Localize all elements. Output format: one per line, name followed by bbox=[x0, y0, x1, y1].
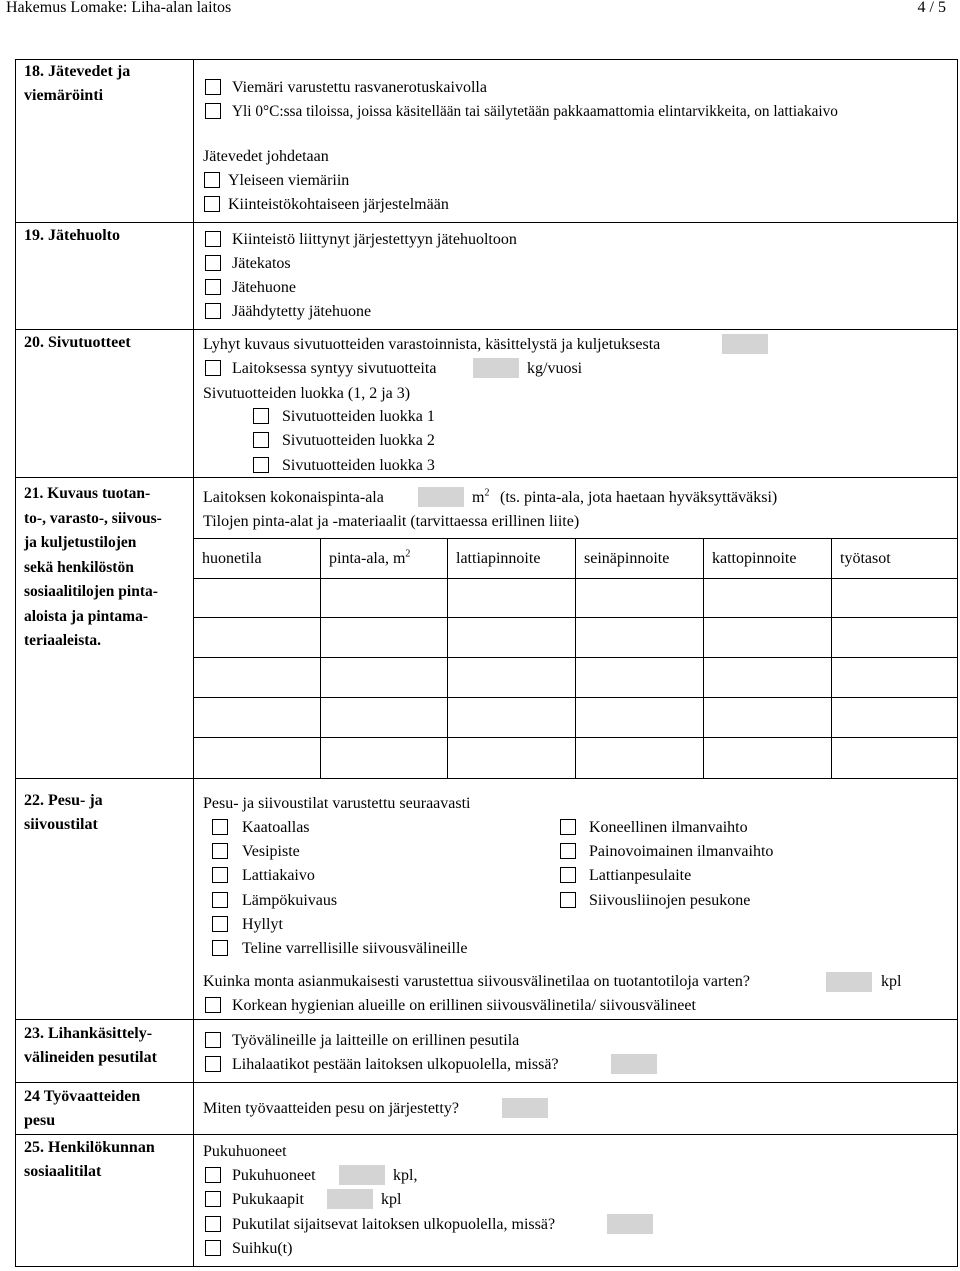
option-high-hygiene-cleaning: Korkean hygienian alueille on erillinen siivousvälinetila/ siivousvälineet bbox=[232, 997, 696, 1014]
option-grease-separator: Viemäri varustettu rasvanerotuskaivolla bbox=[232, 79, 487, 96]
cleaning-rooms-question: Kuinka monta asianmukaisesti varustettua siivousvälinetilaa on tuotantotiloja varten? bbox=[203, 973, 750, 990]
section-20-label: 20. Sivutuotteet bbox=[24, 334, 131, 351]
option-changing-outside: Pukutilat sijaitsevat laitoksen ulkopuolella, missä? bbox=[232, 1216, 556, 1233]
checkbox-mechanical-ventilation[interactable] bbox=[560, 819, 576, 835]
option-showers: Suihku(t) bbox=[232, 1240, 293, 1257]
option-mechanical-ventilation: Koneellinen ilmanvaihto bbox=[589, 819, 748, 836]
option-gravity-ventilation: Painovoimainen ilmanvaihto bbox=[589, 843, 774, 860]
section-23-label: 23. Lihankäsittely- välineiden pesutilat bbox=[24, 1025, 157, 1066]
option-public-sewer: Yleiseen viemäriin bbox=[228, 172, 350, 189]
row-divider bbox=[15, 1019, 958, 1020]
col-header-area: pinta-ala, $m^2$ bbox=[329, 548, 411, 567]
checkbox-byproduct-class-3[interactable] bbox=[253, 457, 269, 473]
section-19-label: 19. Jätehuolto bbox=[24, 227, 120, 244]
option-tool-rack: Teline varrellisille siivousvälineille bbox=[242, 940, 468, 957]
option-sink: Kaatoallas bbox=[242, 819, 310, 836]
option-heat-drying: Lämpökuivaus bbox=[242, 892, 338, 909]
option-byproduct-class-2: Sivutuotteiden luokka 2 bbox=[282, 432, 435, 449]
cleaning-rooms-count-field[interactable] bbox=[826, 972, 872, 992]
col-header-ceiling: kattopinnoite bbox=[712, 550, 797, 567]
option-floor-drain: Yli 0°C:ssa tiloissa, joissa käsitellään tai säilytetään pakkaamattomia elintarvikkeita, on lattiakaivo bbox=[232, 103, 838, 120]
checkbox-showers[interactable] bbox=[205, 1240, 221, 1256]
checkbox-gravity-ventilation[interactable] bbox=[560, 843, 576, 859]
row-divider bbox=[15, 1134, 958, 1135]
column-divider bbox=[193, 59, 194, 1267]
total-area-note: (ts. pinta-ala, jota haetaan hyväksyttäväksi) bbox=[500, 489, 778, 506]
byproducts-class-lead: Sivutuotteiden luokka (1, 2 ja 3) bbox=[203, 385, 411, 402]
option-waste-room: Jätehuone bbox=[232, 279, 296, 296]
col-header-wall: seinäpinnoite bbox=[584, 550, 670, 567]
crates-wash-location-field[interactable] bbox=[611, 1054, 657, 1074]
row-divider bbox=[15, 1082, 958, 1083]
changing-rooms-count-field[interactable] bbox=[339, 1165, 385, 1185]
cleaning-rooms-unit: kpl bbox=[881, 973, 902, 990]
checkbox-floor-drain[interactable] bbox=[205, 103, 221, 119]
total-area-field[interactable] bbox=[418, 487, 464, 507]
checkbox-byproduct-class-2[interactable] bbox=[253, 432, 269, 448]
option-lockers: Pukukaapit bbox=[232, 1191, 304, 1208]
option-cloth-washer: Siivousliinojen pesukone bbox=[589, 892, 751, 909]
option-floor-drain-22: Lattiakaivo bbox=[242, 867, 315, 884]
checkbox-property-system[interactable] bbox=[204, 196, 220, 212]
changing-rooms-lead: Pukuhuoneet bbox=[203, 1143, 287, 1160]
section-24-label: 24 Työvaatteiden pesu bbox=[24, 1088, 141, 1129]
byproducts-description-label: Lyhyt kuvaus sivutuotteiden varastoinnista, käsittelystä ja kuljetuksesta bbox=[203, 336, 661, 353]
checkbox-changing-outside[interactable] bbox=[205, 1216, 221, 1232]
checkbox-floor-drain-22[interactable] bbox=[212, 867, 228, 883]
option-crates-washed-outside: Lihalaatikot pestään laitoksen ulkopuolella, missä? bbox=[232, 1056, 559, 1073]
col-header-floor: lattiapinnoite bbox=[456, 550, 541, 567]
col-header-worktops: työtasot bbox=[840, 550, 891, 567]
checkbox-waste-shelter[interactable] bbox=[205, 255, 221, 271]
row-divider bbox=[15, 477, 958, 478]
cleaning-equipment-lead: Pesu- ja siivoustilat varustettu seuraavasti bbox=[203, 795, 471, 812]
checkbox-byproducts-generated[interactable] bbox=[205, 360, 221, 376]
area-table-col bbox=[447, 538, 448, 778]
option-shelves: Hyllyt bbox=[242, 916, 283, 933]
total-area-label: Laitoksen kokonaispinta-ala bbox=[203, 489, 384, 506]
checkbox-cloth-washer[interactable] bbox=[560, 892, 576, 908]
checkbox-changing-rooms[interactable] bbox=[205, 1167, 221, 1183]
checkbox-shelves[interactable] bbox=[212, 916, 228, 932]
area-table-col bbox=[831, 538, 832, 778]
option-byproduct-class-1: Sivutuotteiden luokka 1 bbox=[282, 408, 435, 425]
total-area-unit: $m^2$ bbox=[472, 487, 490, 506]
checkbox-lockers[interactable] bbox=[205, 1191, 221, 1207]
checkbox-high-hygiene-cleaning[interactable] bbox=[205, 997, 221, 1013]
option-cooled-waste-room: Jäähdytetty jätehuone bbox=[232, 303, 372, 320]
page-number: 4 / 5 bbox=[917, 0, 946, 16]
section-18-label: 18. Jätevedet ja viemäröinti bbox=[24, 63, 131, 104]
option-floor-washer: Lattianpesulaite bbox=[589, 867, 692, 884]
row-divider bbox=[15, 329, 958, 330]
checkbox-floor-washer[interactable] bbox=[560, 867, 576, 883]
checkbox-waste-management[interactable] bbox=[205, 231, 221, 247]
byproducts-description-field[interactable] bbox=[722, 334, 768, 354]
lockers-unit: kpl bbox=[381, 1191, 402, 1208]
option-waste-management: Kiinteistö liittynyt järjestettyyn jätehuoltoon bbox=[232, 231, 517, 248]
area-table-col bbox=[703, 538, 704, 778]
checkbox-sink[interactable] bbox=[212, 819, 228, 835]
wastewater-lead: Jätevedet johdetaan bbox=[203, 148, 329, 165]
section-22-label: 22. Pesu- ja siivoustilat bbox=[24, 792, 103, 833]
area-table-col bbox=[320, 538, 321, 778]
checkbox-water-point[interactable] bbox=[212, 843, 228, 859]
lockers-count-field[interactable] bbox=[327, 1189, 373, 1209]
option-changing-rooms: Pukuhuoneet bbox=[232, 1167, 316, 1184]
row-divider bbox=[15, 222, 958, 223]
col-header-room: huonetila bbox=[202, 550, 262, 567]
checkbox-waste-room[interactable] bbox=[205, 279, 221, 295]
workwear-washing-question: Miten työvaatteiden pesu on järjestetty? bbox=[203, 1100, 459, 1117]
area-table-col bbox=[575, 538, 576, 778]
checkbox-public-sewer[interactable] bbox=[204, 172, 220, 188]
checkbox-byproduct-class-1[interactable] bbox=[253, 408, 269, 424]
changing-outside-location-field[interactable] bbox=[607, 1214, 653, 1234]
byproducts-amount-label: Laitoksessa syntyy sivutuotteita bbox=[232, 360, 437, 377]
row-divider bbox=[15, 778, 958, 779]
option-waste-shelter: Jätekatos bbox=[232, 255, 291, 272]
workwear-washing-field[interactable] bbox=[502, 1098, 548, 1118]
document-title: Hakemus Lomake: Liha-alan laitos bbox=[6, 0, 232, 16]
option-byproduct-class-3: Sivutuotteiden luokka 3 bbox=[282, 457, 435, 474]
checkbox-crates-washed-outside[interactable] bbox=[205, 1056, 221, 1072]
checkbox-separate-tool-washroom[interactable] bbox=[205, 1032, 221, 1048]
byproducts-amount-field[interactable] bbox=[473, 358, 519, 378]
section-25-label: 25. Henkilökunnan sosiaalitilat bbox=[24, 1139, 155, 1180]
checkbox-heat-drying[interactable] bbox=[212, 892, 228, 908]
option-water-point: Vesipiste bbox=[242, 843, 300, 860]
byproducts-amount-unit: kg/vuosi bbox=[527, 360, 583, 377]
checkbox-tool-rack[interactable] bbox=[212, 940, 228, 956]
section-21-label: 21. Kuvaus tuotan- to-, varasto-, siivous- ja kuljetustilojen sekä henkilöstön sosiaalitilojen pinta- aloista ja pintama- teriaaleista. bbox=[24, 485, 162, 649]
checkbox-cooled-waste-room[interactable] bbox=[205, 303, 221, 319]
materials-label: Tilojen pinta-alat ja -materiaalit (tarvittaessa erillinen liite) bbox=[203, 513, 580, 530]
option-separate-tool-washroom: Työvälineille ja laitteille on erillinen pesutila bbox=[232, 1032, 520, 1049]
changing-rooms-unit: kpl, bbox=[393, 1167, 418, 1184]
option-property-system: Kiinteistökohtaiseen järjestelmään bbox=[228, 196, 449, 213]
checkbox-grease-separator[interactable] bbox=[205, 79, 221, 95]
